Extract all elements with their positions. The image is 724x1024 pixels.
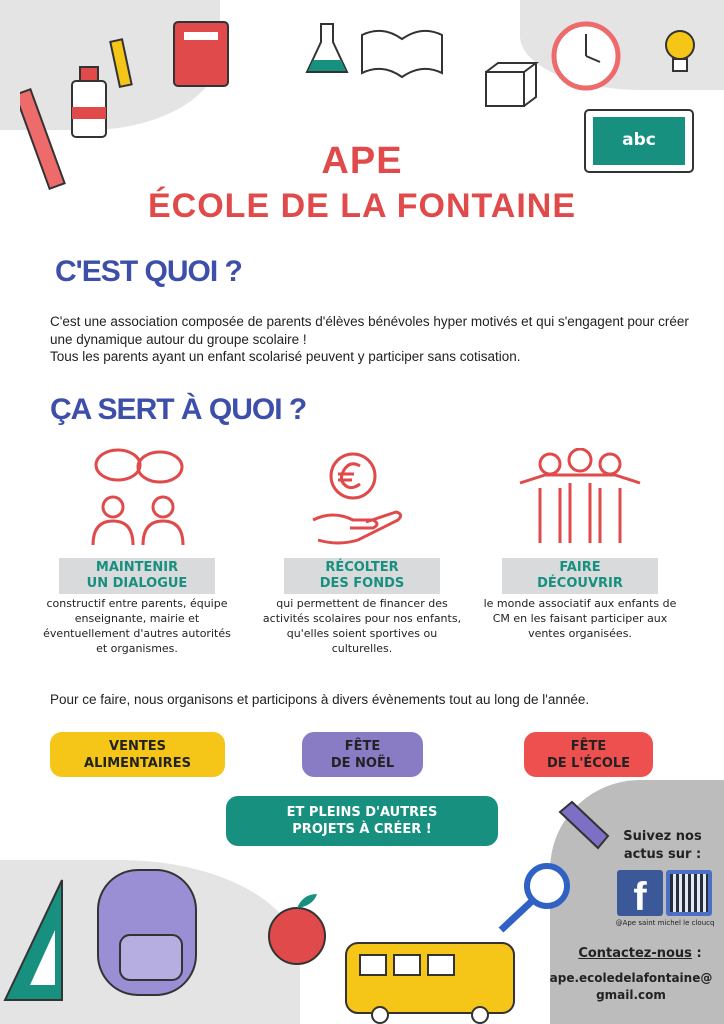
card-title [59, 558, 215, 594]
glue-icon [68, 65, 112, 141]
event-line2: DE L'ÉCOLE [546, 755, 631, 771]
card-title-line2: DÉCOUVRIR [537, 576, 623, 591]
contact-label: Contactez-nous [578, 946, 692, 961]
lightbulb-icon [660, 25, 700, 85]
contact-heading [560, 946, 720, 961]
group-people-icon [515, 448, 645, 548]
purpose-card-dialogue [37, 558, 237, 656]
magnifier-icon [495, 860, 575, 935]
event-line1: VENTES [109, 738, 166, 754]
flask-icon [305, 22, 350, 77]
event-line2: ALIMENTAIRES [84, 755, 191, 771]
follow-line1: Suivez nos [623, 829, 702, 844]
event-christmas [302, 732, 423, 777]
title-ape: APE [321, 140, 403, 182]
event-line2: PROJETS À CRÉER ! [292, 822, 432, 837]
event-line1: ET PLEINS D'AUTRES [286, 805, 438, 820]
event-line1: FÊTE [570, 738, 607, 754]
card-title-line1: RÉCOLTER [325, 560, 399, 575]
event-more-projects [226, 796, 498, 846]
email-line1: ape.ecoledelafontaine@ [549, 971, 713, 985]
pencil-icon [108, 38, 138, 100]
card-description: le monde associatif aux enfants de CM en les faisant participer aux ventes organisées. [483, 597, 677, 640]
facebook-handle: @Ape saint michel le cloucq [615, 919, 715, 927]
euro-hand-icon [308, 448, 408, 548]
open-book-icon [358, 25, 448, 80]
qr-pattern [670, 874, 708, 912]
events-intro: Pour ce faire, nous organisons et participons à divers évènements tout au long de l'année. [50, 692, 590, 707]
title-school: ÉCOLE DE LA FONTAINE [148, 187, 576, 225]
card-title-line2: DES FONDS [319, 576, 405, 591]
section-heading-what: C'EST QUOI ? [55, 255, 242, 288]
section1-text: C'est une association composée de parents d'élèves bénévoles hyper motivés et qui s'engagent pour créer une dynamique autour du groupe scolaire ! [50, 314, 689, 347]
clock-icon [550, 20, 622, 92]
contact-email-link[interactable] [540, 970, 722, 1004]
dialogue-icon [88, 445, 188, 550]
card-description: constructif entre parents, équipe enseignante, mairie et éventuellement d'autres autorités et organismes. [43, 597, 231, 655]
follow-us-text [605, 828, 720, 864]
event-line1: FÊTE [344, 738, 381, 754]
card-title-line1: FAIRE [559, 560, 601, 575]
apple-icon [265, 888, 329, 968]
backpack-icon [90, 860, 205, 1000]
follow-line2: actus sur : [623, 847, 702, 862]
section-heading-purpose: ÇA SERT À QUOI ? [50, 393, 307, 426]
notebook-icon [172, 20, 232, 90]
facebook-link[interactable]: f [617, 870, 663, 916]
event-line2: DE NOËL [330, 755, 395, 771]
card-description: qui permettent de financer des activités scolaires pour nos enfants, qu'elles soient sportives ou culturelles. [262, 597, 462, 655]
purpose-card-funds [262, 558, 462, 656]
contact-colon: : [691, 946, 702, 961]
blackboard-text: abc [622, 130, 656, 150]
qr-code[interactable] [666, 870, 712, 916]
email-line2: gmail.com [596, 988, 666, 1002]
section1-text-2: Tous les parents ayant un enfant scolarisé peuvent y participer sans cotisation. [50, 349, 521, 364]
cube-icon [482, 60, 542, 110]
school-bus-icon [340, 935, 520, 1024]
event-food-sales [50, 732, 225, 777]
card-title [502, 558, 658, 594]
purpose-card-discover [480, 558, 680, 641]
card-title-line2: UN DIALOGUE [86, 576, 188, 591]
card-title-line1: MAINTENIR [95, 560, 179, 575]
set-square-icon [0, 875, 70, 1005]
event-school-party [524, 732, 653, 777]
card-title [284, 558, 440, 594]
